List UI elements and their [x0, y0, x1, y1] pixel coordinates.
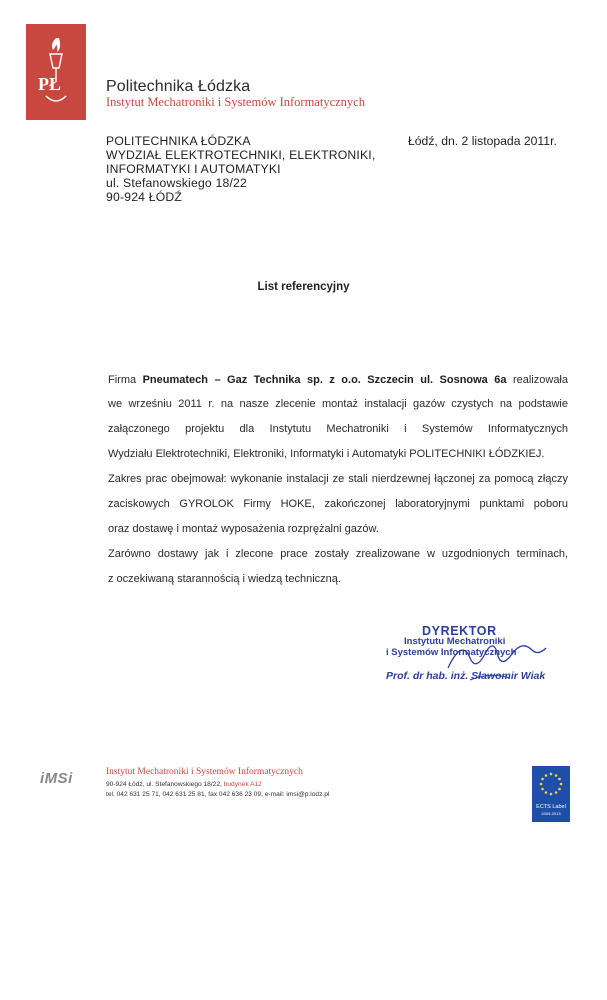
stamp-institute-line: i Systemów Informatycznych [386, 647, 517, 658]
recipient-line: INFORMATYKI I AUTOMATYKI [106, 162, 281, 176]
body-line: z oczekiwaną starannością i wiedzą techniczną. [108, 573, 341, 585]
footer-building: budynek A12 [223, 781, 262, 788]
body-line: Wydziału Elektrotechniki, Elektroniki, Informatyki i Automatyki POLITECHNIKI ŁÓDZKIEJ. [108, 448, 545, 460]
stamp-institute-line: Instytutu Mechatroniki [404, 636, 506, 647]
stamp-director-name: Prof. dr hab. inż. Sławomir Wiak [386, 670, 546, 682]
recipient-line: 90-924 ŁÓDŹ [106, 190, 183, 204]
body-line: załączonego projektu dla Instytutu Mechatroniki i Systemów Informatycznych [108, 423, 568, 435]
imsi-logo: iMSi [40, 770, 73, 787]
footer-contact: tel. 042 631 25 71, 042 631 25 81, fax 042 636 23 09, e-mail: imsi@p.lodz.pl [106, 791, 330, 798]
company-name: Pneumatech – Gaz Technika sp. z o.o. Szczecin ul. Sosnowa 6a [142, 374, 507, 386]
footer-address [106, 781, 262, 788]
place-date: Łódź, dn. 2 listopada 2011r. [408, 134, 557, 148]
recipient-line: WYDZIAŁ ELEKTROTECHNIKI, ELEKTRONIKI, [106, 148, 376, 162]
stamp-title: DYREKTOR [422, 624, 497, 638]
body-text: Firma [108, 374, 137, 386]
ects-label-badge [532, 766, 570, 822]
letter-title: List referencyjny [257, 281, 350, 293]
svg-text:ECTS Label: ECTS Label [536, 804, 566, 810]
footer-street: 90-924 Łódź, ul. Stefanowskiego 18/22, [106, 781, 222, 788]
body-line: Zakres prac obejmował: wykonanie instalacji ze stali nierdzewnej łączonej za pomocą złączy [108, 473, 568, 485]
recipient-line: POLITECHNIKA ŁÓDZKA [106, 134, 251, 148]
body-text: realizowała [512, 374, 568, 386]
recipient-line: ul. Stefanowskiego 18/22 [106, 176, 247, 190]
body-line: Zarówno dostawy jak i zlecone prace zostały zrealizowane w uzgodnionych terminach, [108, 548, 568, 560]
university-name: Politechnika Łódzka [106, 78, 251, 95]
body-line: we wrześniu 2011 r. na nasze zlecenie montaż instalacji gazów czystych na podstawie [108, 398, 568, 410]
torch-emblem-icon [26, 24, 86, 120]
handwritten-signature [440, 630, 550, 690]
svg-text:2009-2013: 2009-2013 [541, 811, 561, 816]
eu-stars-icon [532, 766, 570, 822]
footer-institute-name: Instytut Mechatroniki i Systemów Informatycznych [106, 767, 303, 777]
svg-text:PŁ: PŁ [38, 74, 62, 94]
body-line: zaciskowych GYROLOK Firmy HOKE, zakończonej laboratoryjnymi punktami poboru [108, 498, 568, 510]
institute-name: Instytut Mechatroniki i Systemów Informatycznych [106, 95, 365, 109]
body-line: oraz dostawę i montaż wyposażenia rozprężalni gazów. [108, 523, 379, 535]
university-logo [26, 24, 86, 120]
body-line [108, 374, 568, 386]
